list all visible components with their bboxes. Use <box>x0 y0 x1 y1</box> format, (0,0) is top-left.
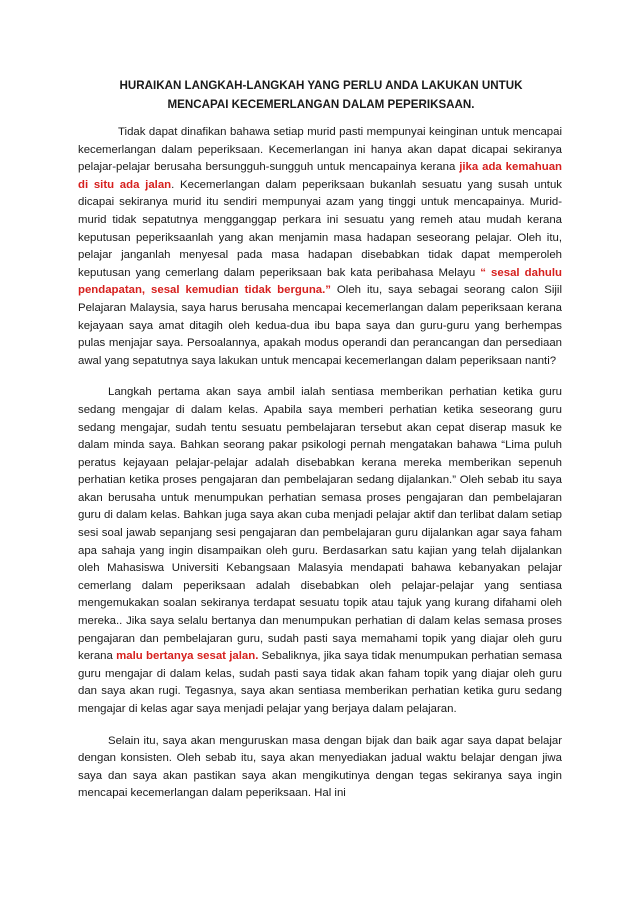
highlighted-proverb: “ sesal dahulu pendapatan, sesal kemudian tidak berguna.” <box>78 266 562 297</box>
paragraph-text: Langkah pertama akan saya ambil ialah sentiasa memberikan perhatian ketika guru sedang mengajar di dalam kelas. Apabila saya memberi perhatian ketika seseorang guru sedang mengajar, sudah tentu sesuatu pembelajaran tersebut akan cepat diserap masuk ke dalam minda saya. Bahkan seorang pakar psikologi pernah mengatakan bahawa “Lima puluh peratus kejayaan pelajar-pelajar adalah disebabkan kerana mereka memberikan sepenuh perhatian ketika proses pengajaran dan pembelajaran sedang dijalankan.” Oleh sebab itu saya akan berusaha untuk menumpukan perhatian semasa proses pengajaran dan pembelajaran guru di dalam kelas. Bahkan juga saya akan cuba menjadi pelajar aktif dan terlibat dalam setiap sesi soal jawab sepanjang sesi pengajaran dan pembelajaran guru dijalankan agar saya faham apa sahaja yang ingin disampaikan oleh guru. Berdasarkan satu kajian yang telah dijalankan oleh Mahasiswa Universiti Kebangsaan Malasyia mendapati bahawa kebanyakan pelajar cemerlang dalam peperiksaan adalah disebabkan oleh pelajar-pelajar yang sentiasa mengemukakan soalan sekiranya terdapat sesuatu topik atau tajuk yang kurang difahami oleh mereka.. Jika saya selalu bertanya dan menumpukan perhatian di dalam kelas semasa proses pengajaran dan pembelajaran guru, sudah pasti saya memahami topik yang diajar oleh guru kerana <box>78 386 562 663</box>
paragraph-text: Oleh itu, saya sebagai seorang calon Sijil Pelajaran Malaysia, saya harus berusaha mencapai kecemerlangan dalam peperiksaan kerana kejayaan saya amat ditagih oleh kedua-dua ibu bapa saya dan guru-guru yang berhempas pulas menjajar saya. Persoalannya, apakah modus operandi dan perancangan dan persediaan awal yang sepatutnya saya lakukan untuk mencapai kecemerlangan dalam peperiksaan nanti? <box>78 284 562 367</box>
paragraph-introduction <box>78 124 562 370</box>
paragraph-text: Selain itu, saya akan menguruskan masa dengan bijak dan baik agar saya dapat belajar dengan konsisten. Oleh sebab itu, saya akan menyediakan jadual waktu belajar dengan jiwa saya dan saya akan pastikan saya akan mengikutinya dengan tegas sekiranya saya ingin mencapai kecemerlangan dalam peperiksaan. Hal ini <box>78 734 562 800</box>
paragraph-step-one <box>78 384 562 718</box>
paragraph-step-two <box>78 733 562 803</box>
highlighted-proverb: jika ada kemahuan di situ ada jalan <box>78 161 562 191</box>
paragraph-text: Sebaliknya, jika saya tidak menumpukan perhatian semasa guru mengajar di dalam kelas, sudah pasti saya tidak akan faham topik yang diajar oleh guru dan saya akan rugi. Tegasnya, saya akan sentiasa memberikan perhatian ketika guru sedang mengajar di kelas agar saya menjadi pelajar yang berjaya dalam pelajaran. <box>78 650 562 715</box>
highlighted-proverb: malu bertanya sesat jalan. <box>116 650 259 663</box>
essay-body <box>78 124 562 817</box>
essay-title-line-2: MENCAPAI KECEMERLANGAN DALAM PEPERIKSAAN. <box>167 98 475 111</box>
paragraph-text: Tidak dapat dinafikan bahawa setiap murid pasti mempunyai keinginan untuk mencapai kecemerlangan dalam peperiksaan. Kecemerlangan ini hanya akan dapat dicapai sekiranya pelajar-pelajar berusaha bersungguh-sungguh untuk mencapainya kerana <box>78 126 562 174</box>
paragraph-text: . Kecemerlangan dalam peperiksaan bukanlah sesuatu yang susah untuk dicapai sekiranya murid itu sendiri mempunyai azam yang tinggi untuk mencapainya. Murid-murid tidak sepatutnya mengganggap perkara ini sesuatu yang remeh atau mudah kerana keputusan peperiksaanlah yang akan menjamin masa hadapan seseorang pelajar. Oleh itu, pelajar janganlah menyesal pada masa hadapan disebabkan tidak dapat memperoleh keputusan yang cemerlang dalam peperiksaan bak kata peribahasa Melayu <box>78 178 562 279</box>
essay-title <box>76 76 566 114</box>
essay-title-line-1: HURAIKAN LANGKAH-LANGKAH YANG PERLU ANDA LAKUKAN UNTUK <box>119 79 523 92</box>
